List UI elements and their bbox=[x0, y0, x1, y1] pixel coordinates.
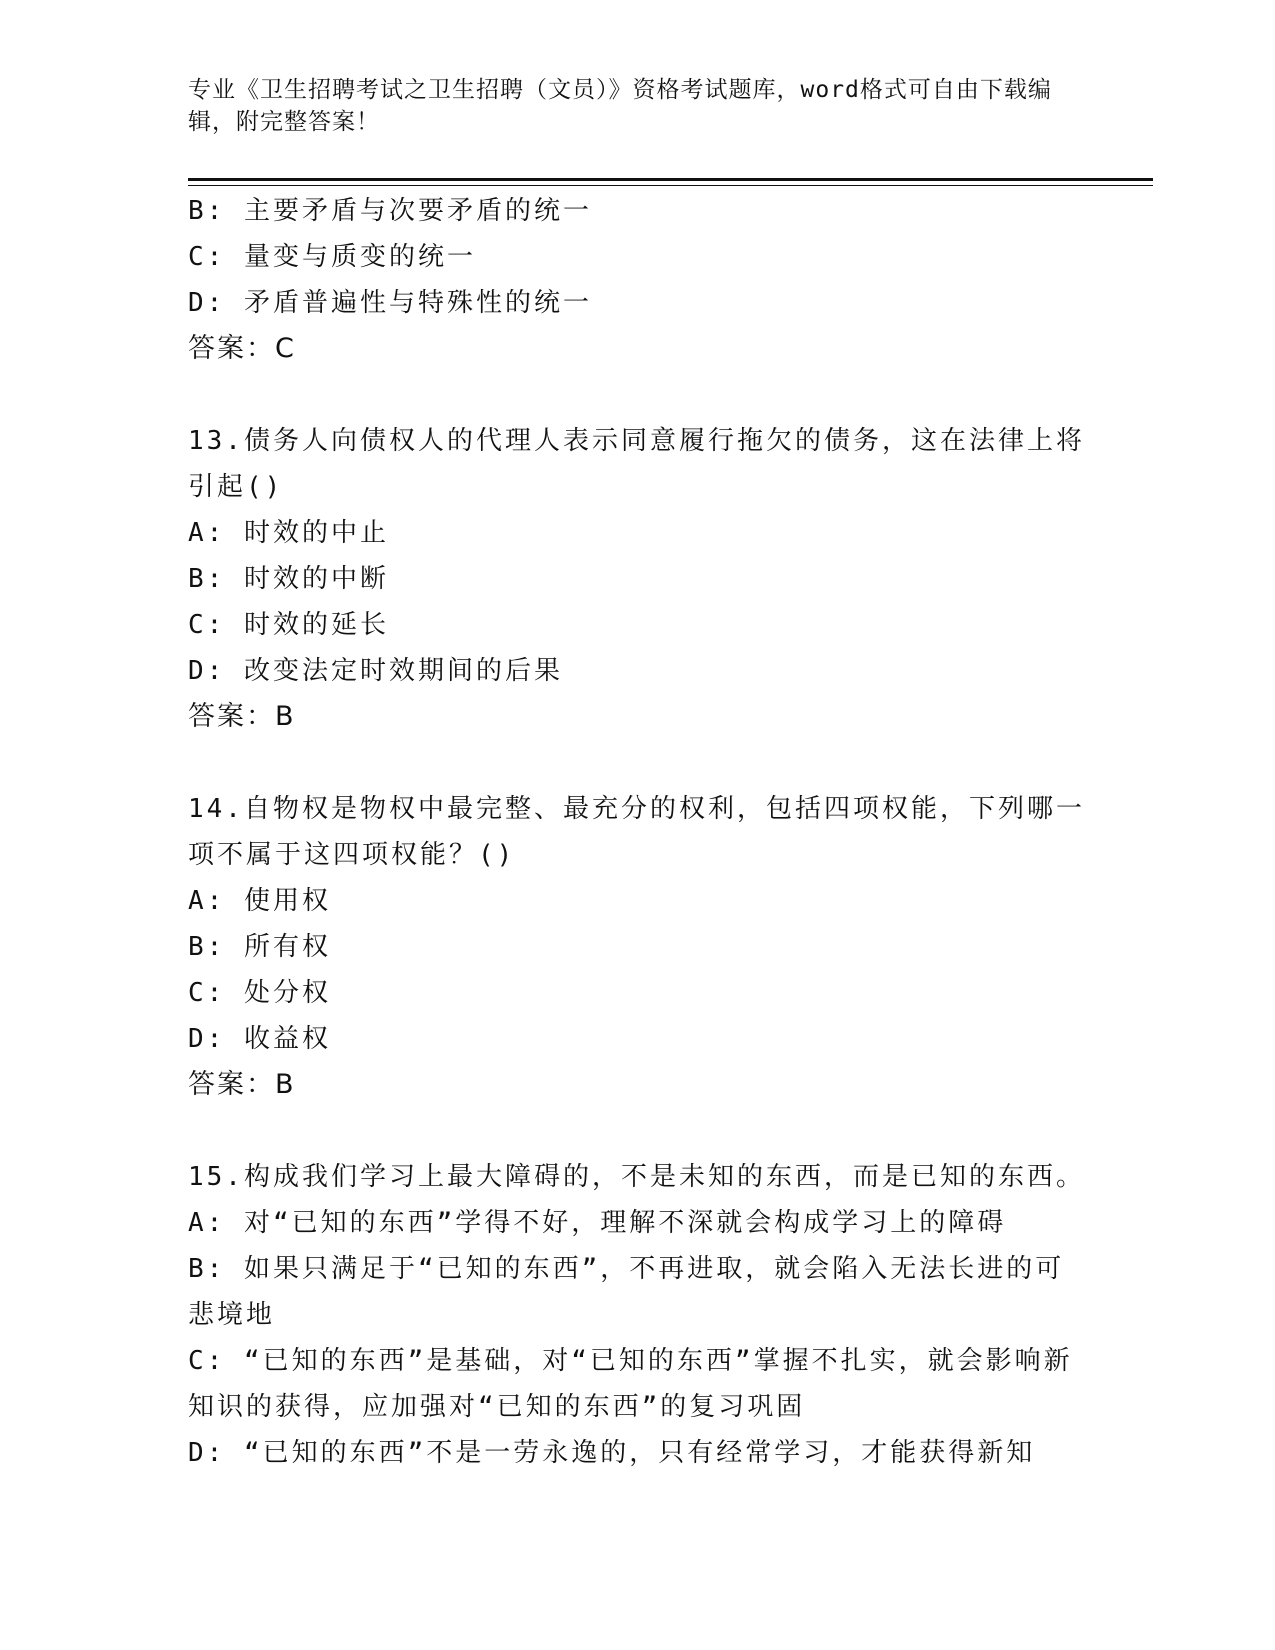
question-15-block bbox=[188, 1154, 1088, 1476]
question-12-block bbox=[188, 188, 1088, 372]
option-c: C: “已知的东西”是基础，对“已知的东西”掌握不扎实，就会影响新知识的获得，应加强对“已知的东西”的复习巩固 bbox=[188, 1346, 1073, 1422]
question-text: 14.自物权是物权中最完整、最充分的权利，包括四项权能，下列哪一项不属于这四项权能？() bbox=[188, 794, 1085, 870]
option-a: A: 使用权 bbox=[188, 886, 331, 916]
header-rule-thick bbox=[188, 178, 1153, 181]
option-d: D: 矛盾普遍性与特殊性的统一 bbox=[188, 288, 592, 318]
spacer bbox=[188, 1108, 1088, 1154]
option-a: A: 对“已知的东西”学得不好，理解不深就会构成学习上的障碍 bbox=[188, 1208, 1007, 1238]
option-c: C: 处分权 bbox=[188, 978, 331, 1008]
option-c: C: 时效的延长 bbox=[188, 610, 389, 640]
spacer bbox=[188, 740, 1088, 786]
option-b: B: 时效的中断 bbox=[188, 564, 389, 594]
answer-text: 答案：C bbox=[188, 333, 296, 364]
spacer bbox=[188, 372, 1088, 418]
option-b: B: 所有权 bbox=[188, 932, 331, 962]
option-b: B: 主要矛盾与次要矛盾的统一 bbox=[188, 196, 592, 226]
option-d: D: 改变法定时效期间的后果 bbox=[188, 656, 563, 686]
question-13-block bbox=[188, 418, 1088, 740]
answer-text: 答案：B bbox=[188, 1069, 296, 1100]
option-d: D: 收益权 bbox=[188, 1024, 331, 1054]
question-text: 13.债务人向债权人的代理人表示同意履行拖欠的债务，这在法律上将引起() bbox=[188, 426, 1085, 502]
question-14-block bbox=[188, 786, 1088, 1108]
question-list bbox=[188, 188, 1088, 1476]
question-text: 15.构成我们学习上最大障碍的，不是未知的东西，而是已知的东西。 bbox=[188, 1162, 1085, 1192]
option-d: D: “已知的东西”不是一劳永逸的，只有经常学习，才能获得新知 bbox=[188, 1438, 1036, 1468]
header-rule-thin bbox=[188, 185, 1153, 186]
answer-text: 答案：B bbox=[188, 701, 296, 732]
option-c: C: 量变与质变的统一 bbox=[188, 242, 476, 272]
page-header: 专业《卫生招聘考试之卫生招聘（文员）》资格考试题库，word格式可自由下载编辑，附完整答案！ bbox=[188, 77, 1052, 135]
option-a: A: 时效的中止 bbox=[188, 518, 389, 548]
option-b: B: 如果只满足于“已知的东西”，不再进取，就会陷入无法长进的可悲境地 bbox=[188, 1254, 1065, 1330]
